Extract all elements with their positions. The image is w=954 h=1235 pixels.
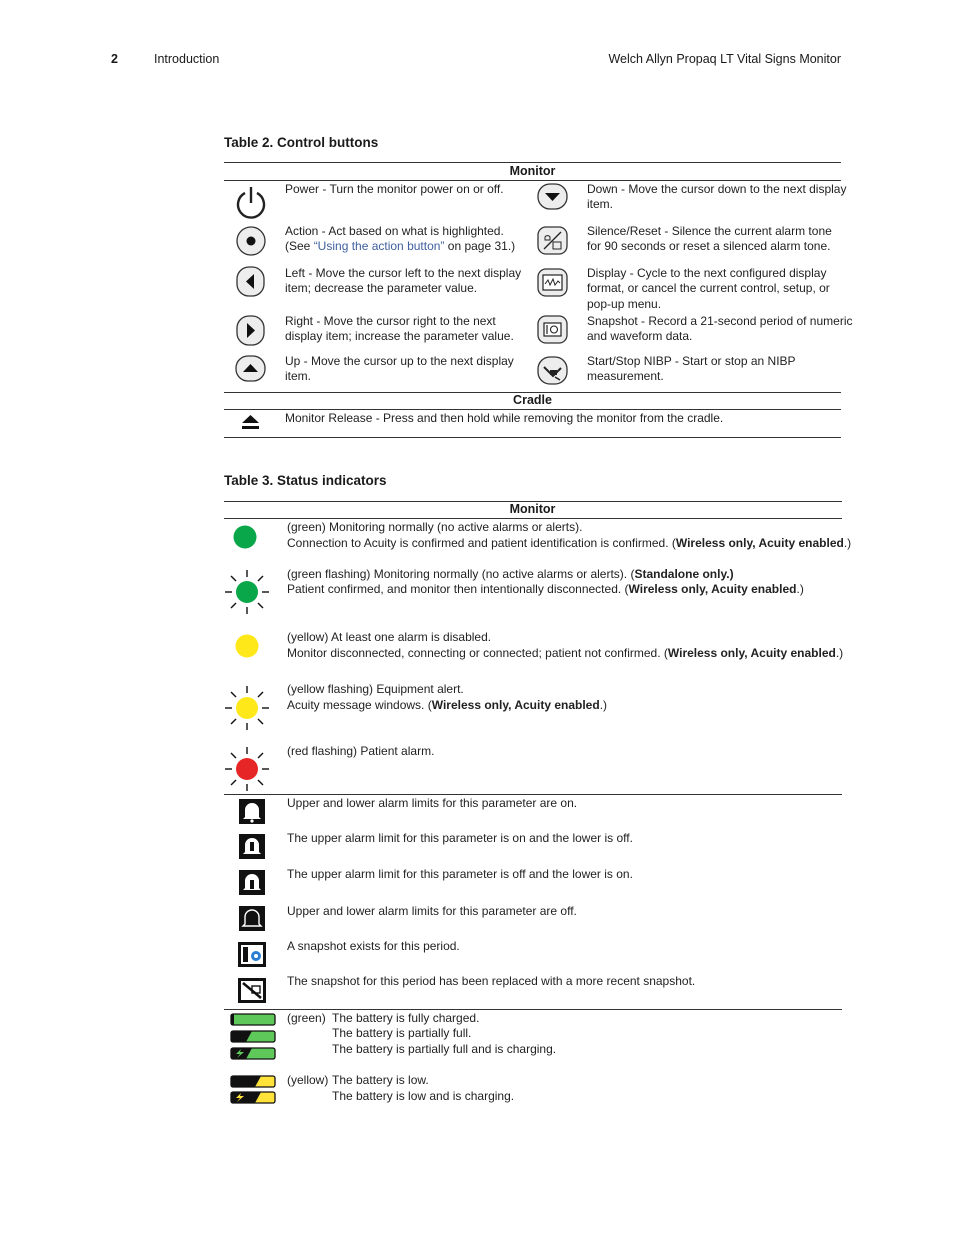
nibp-description-line2: measurement. — [587, 369, 664, 383]
page-number: 2 — [111, 52, 118, 66]
table3-monitor-rule — [224, 518, 842, 519]
up-button-icon — [235, 355, 267, 383]
battery-low-charging-icon — [230, 1091, 277, 1104]
snapshot-description-line1: Snapshot - Record a 21-second period of numeric — [587, 314, 853, 328]
alarm-limit-upper-on-icon — [239, 834, 265, 859]
silence-description-line2: for 90 seconds or reset a silenced alarm tone. — [587, 239, 831, 253]
green-led-icon — [232, 524, 258, 550]
green-flashing-led-icon — [224, 569, 270, 615]
table3-battery-rule — [224, 1009, 842, 1010]
snapshot-replaced-icon — [238, 978, 266, 1003]
alarm-both-on-description: Upper and lower alarm limits for this parameter are on. — [287, 796, 578, 810]
action-description-line2: (See “Using the action button” on page 31.) — [285, 239, 516, 253]
green-led-description-line1: (green) Monitoring normally (no active alarms or alerts). — [287, 520, 583, 534]
yellow-flashing-description-line2: Acuity message windows. (Wireless only, Acuity enabled.) — [287, 698, 608, 712]
battery-low-description: The battery is low. — [332, 1073, 429, 1087]
battery-full-icon — [230, 1013, 277, 1026]
battery-low-charging-description: The battery is low and is charging. — [332, 1089, 515, 1103]
power-button-icon — [234, 185, 268, 221]
monitor-release-description: Monitor Release - Press and then hold while removing the monitor from the cradle. — [285, 411, 724, 425]
table2-cradle-rule-bottom — [224, 409, 841, 410]
down-description-line1: Down - Move the cursor down to the next display — [587, 182, 847, 196]
display-description-line2: format, or cancel the current control, setup, or — [587, 281, 830, 295]
right-button-icon — [236, 315, 266, 347]
up-description-line2: item. — [285, 369, 312, 383]
right-description-line2: display item; increase the parameter value. — [285, 329, 514, 343]
table2-monitor-rule — [224, 180, 841, 181]
snapshot-exists-description: A snapshot exists for this period. — [287, 939, 460, 953]
table2-cradle-heading: Cradle — [513, 393, 552, 407]
table3-alarm-rule — [224, 794, 842, 795]
up-description-line1: Up - Move the cursor up to the next display — [285, 354, 514, 368]
red-flashing-led-icon — [224, 746, 270, 792]
action-button-icon — [235, 225, 267, 257]
table2-monitor-heading: Monitor — [509, 164, 556, 178]
section-name: Introduction — [154, 52, 220, 66]
down-button-icon — [537, 183, 569, 211]
left-description-line2: item; decrease the parameter value. — [285, 281, 478, 295]
alarm-lower-on-description: The upper alarm limit for this parameter is off and the lower is on. — [287, 867, 633, 881]
right-description-line1: Right - Move the cursor right to the next — [285, 314, 496, 328]
left-description-line1: Left - Move the cursor left to the next display — [285, 266, 522, 280]
eject-icon — [241, 414, 261, 432]
snapshot-button-icon — [537, 315, 569, 345]
using-action-button-link[interactable]: “Using the action button” — [313, 239, 445, 253]
snapshot-exists-icon — [238, 942, 266, 967]
green-led-description-line2: Connection to Acuity is confirmed and patient identification is confirmed. (Wireless only, Acuity enabled.) — [287, 536, 852, 550]
power-description: Power - Turn the monitor power on or off. — [285, 182, 504, 196]
green-flashing-description-line1: (green flashing) Monitoring normally (no active alarms or alerts). (Standalone only.) — [287, 567, 734, 581]
alarm-limit-lower-on-icon — [239, 870, 265, 895]
red-flashing-description: (red flashing) Patient alarm. — [287, 744, 435, 758]
yellow-led-description-line1: (yellow) At least one alarm is disabled. — [287, 630, 492, 644]
yellow-flashing-led-icon — [224, 685, 270, 731]
table2-title: Table 2. Control buttons — [224, 135, 379, 150]
table2-top-rule — [224, 162, 841, 163]
snapshot-replaced-description: The snapshot for this period has been replaced with a more recent snapshot. — [287, 974, 696, 988]
alarm-limits-both-off-icon — [239, 906, 265, 931]
yellow-led-description-line2: Monitor disconnected, connecting or connected; patient not confirmed. (Wireless only, Acuity enabled.) — [287, 646, 844, 660]
battery-low-icon — [230, 1075, 277, 1088]
left-button-icon — [236, 266, 266, 298]
table3-title: Table 3. Status indicators — [224, 473, 387, 488]
battery-partial-charging-description: The battery is partially full and is charging. — [332, 1042, 557, 1056]
battery-partial-charging-icon — [230, 1047, 277, 1060]
action-description-line1: Action - Act based on what is highlighted. — [285, 224, 504, 238]
table3-monitor-heading: Monitor — [509, 502, 556, 516]
battery-partial-description: The battery is partially full. — [332, 1026, 472, 1040]
yellow-led-icon — [235, 634, 261, 660]
table2-bottom-rule — [224, 437, 841, 438]
battery-yellow-label: (yellow) — [287, 1073, 329, 1087]
battery-full-description: The battery is fully charged. — [332, 1011, 480, 1025]
start-stop-nibp-button-icon — [537, 356, 569, 386]
silence-reset-button-icon — [537, 226, 569, 256]
nibp-description-line1: Start/Stop NIBP - Start or stop an NIBP — [587, 354, 796, 368]
document-title: Welch Allyn Propaq LT Vital Signs Monitor — [608, 52, 841, 66]
battery-green-label: (green) — [287, 1011, 326, 1025]
alarm-upper-on-description: The upper alarm limit for this parameter is on and the lower is off. — [287, 831, 633, 845]
display-button-icon — [537, 268, 569, 298]
snapshot-description-line2: and waveform data. — [587, 329, 693, 343]
yellow-flashing-description-line1: (yellow flashing) Equipment alert. — [287, 682, 464, 696]
battery-partial-icon — [230, 1030, 277, 1043]
alarm-both-off-description: Upper and lower alarm limits for this parameter are off. — [287, 904, 577, 918]
alarm-limits-both-on-icon — [239, 799, 265, 824]
green-flashing-description-line2: Patient confirmed, and monitor then intentionally disconnected. (Wireless only, Acuity enabled.) — [287, 582, 804, 596]
display-description-line1: Display - Cycle to the next configured display — [587, 266, 827, 280]
down-description-line2: item. — [587, 197, 614, 211]
silence-description-line1: Silence/Reset - Silence the current alarm tone — [587, 224, 832, 238]
display-description-line3: pop-up menu. — [587, 297, 662, 311]
